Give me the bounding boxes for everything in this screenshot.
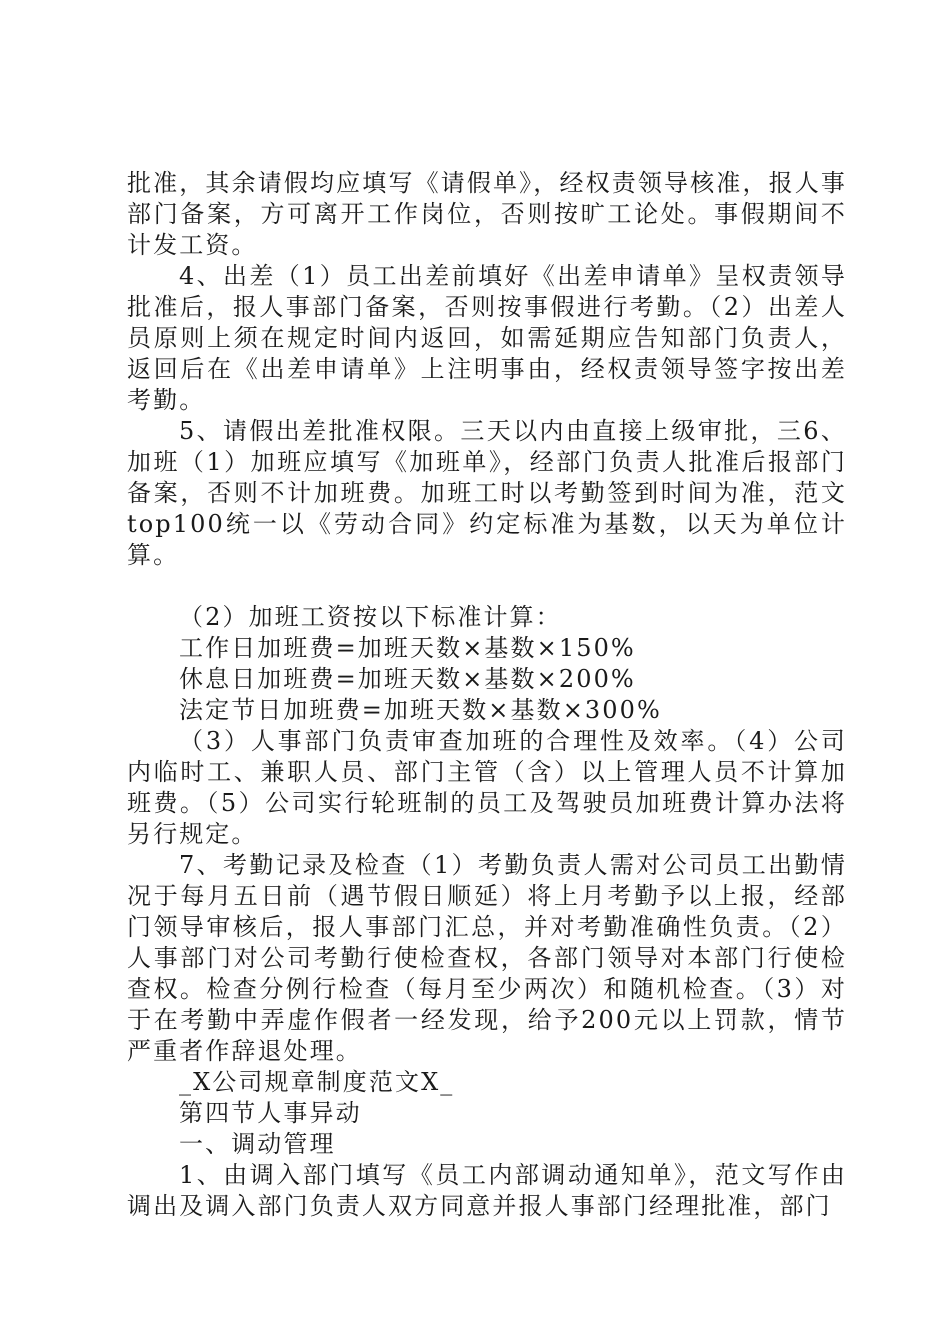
- document-body: [127, 168, 847, 1222]
- overtime-rule-holiday: 法定节日加班费=加班天数×基数×300%: [179, 696, 662, 724]
- overtime-rule-heading: （2）加班工资按以下标准计算：: [179, 603, 562, 631]
- section-title: 第四节人事异动: [179, 1099, 362, 1127]
- subsection-title: 一、调动管理: [179, 1130, 336, 1158]
- blank-line: [127, 571, 847, 602]
- overtime-rule-restday: 休息日加班费=加班天数×基数×200%: [179, 665, 636, 693]
- paragraph-business-trip: 4、出差（1）员工出差前填好《出差申请单》呈权责领导批准后，报人事部门备案，否则按事假进行考勤。（2）出差人员原则上须在规定时间内返回，如需延期应告知部门负责人，返回后在《出差申请单》上注明事由，经权责领导签字按出差考勤。: [127, 262, 847, 414]
- paragraph-attendance-records: 7、考勤记录及检查（1）考勤负责人需对公司员工出勤情况于每月五日前（遇节假日顺延）将上月考勤予以上报，经部门领导审核后，报人事部门汇总，并对考勤准确性负责。（2）人事部门对公司考勤行使检查权，各部门领导对本部门行使检查权。检查分例行检查（每月至少两次）和随机检查。（3）对于在考勤中弄虚作假者一经发现，给予200元以上罚款，情节严重者作辞退处理。: [127, 851, 847, 1065]
- paragraph-approval-authority-overtime: 5、请假出差批准权限。三天以内由直接上级审批，三6、加班（1）加班应填写《加班单》，经部门负责人批准后报部门备案，否则不计加班费。加班工时以考勤签到时间为准，范文top100统一以《劳动合同》约定标准为基数，以天为单位计算。: [127, 417, 847, 569]
- section-marker: _X公司规章制度范文X_: [179, 1068, 455, 1096]
- overtime-rule-workday: 工作日加班费=加班天数×基数×150%: [179, 634, 636, 662]
- paragraph-overtime-review: （3）人事部门负责审查加班的合理性及效率。（4）公司内临时工、兼职人员、部门主管（含）以上管理人员不计算加班费。（5）公司实行轮班制的员工及驾驶员加班费计算办法将另行规定。: [127, 727, 847, 848]
- paragraph-transfer-procedure: 1、由调入部门填写《员工内部调动通知单》，范文写作由调出及调入部门负责人双方同意并报人事部门经理批准，部门: [127, 1161, 847, 1220]
- paragraph-leave-approval: 批准，其余请假均应填写《请假单》，经权责领导核准，报人事部门备案，方可离开工作岗位，否则按旷工论处。事假期间不计发工资。: [127, 169, 847, 259]
